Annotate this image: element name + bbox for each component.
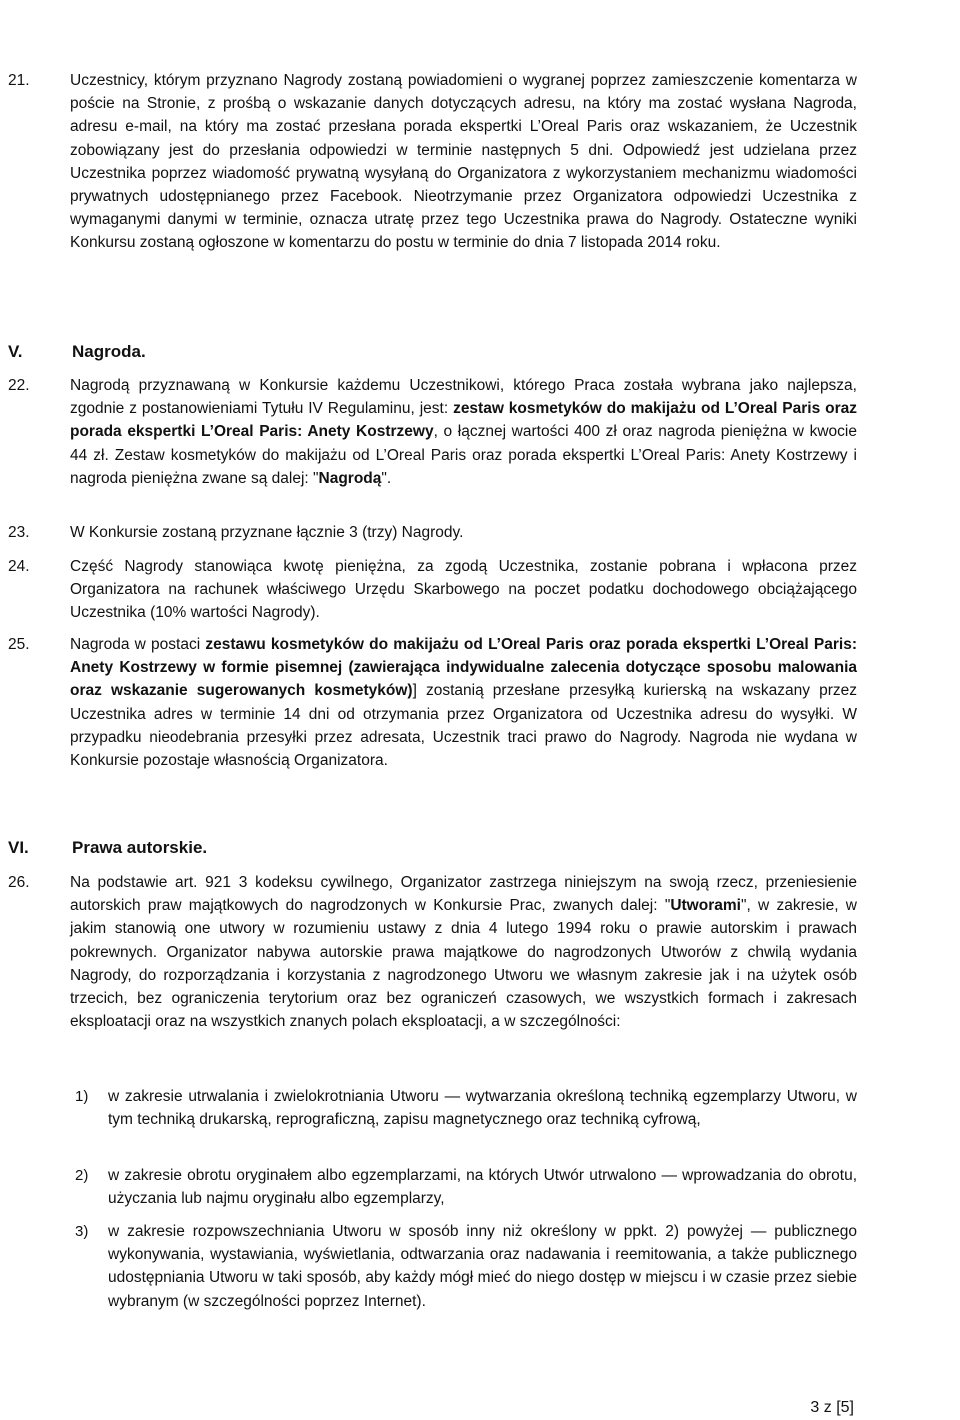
paragraph-text (70, 374, 857, 490)
paragraph-number: 25. (8, 636, 30, 653)
page-number: 3 z [5] (810, 1399, 854, 1416)
text-segment: Nagrodą przyznawaną w Konkursie każdemu Uczestnikowi, którego Praca została wybrana jako najlepsza, zgodnie z postanowieniami Tytułu IV Regulaminu, jest: (70, 377, 857, 418)
list-item-text: w zakresie obrotu oryginałem albo egzemplarzami, na których Utwór utrwalono — wprowadzania do obrotu, użyczania lub najmu oryginału albo egzemplarzy, (108, 1167, 857, 1208)
paragraph-text (70, 633, 857, 772)
paragraph-text (70, 871, 857, 1033)
prize-description: zestawu kosmetyków do makijażu od L’Oreal Paris oraz porada ekspertki L’Oreal Paris: Anety Kostrzewy w formie pisemnej (zawierająca indywidualne zalecenia dotyczące sposobu malowania oraz wskazanie sugerowanych kosmetyków) (70, 636, 857, 700)
section-number: VI. (8, 838, 29, 857)
defined-term: Utworami (670, 897, 741, 915)
text-segment: ", w zakresie, w jakim stanowią one utwory w rozumieniu ustawy z dnia 4 lutego 1994 roku o prawie autorskim i prawach pokrewnych. Organizator nabywa autorskie prawa majątkowe do nagrodzonych Utworów z chwilą wydania Nagrody, do rozporządzania i korzystania z nagrodzonego Utworu we własnym zakresie jak i na użytek osób trzecich, bez ograniczenia terytorium oraz bez ograniczeń czasowych, we wszystkich formach i zakresach eksploatacji oraz na wszystkich znanych polach eksploatacji, a w szczególności: (70, 897, 857, 1031)
text-segment: Na podstawie art. 921 3 kodeksu cywilnego, Organizator zastrzega niniejszym na swoją rzecz, przeniesienie autorskich praw majątkowych do nagrodzonych w Konkursie Prac, zwanych dalej: " (70, 874, 857, 915)
text-segment: ] zostanią przesłane przesyłką kurierską na wskazany przez Uczestnika adres w terminie 14 dni od otrzymania przez Organizatora od Uczestnika adresu do wysyłki. W przypadku nieodebrania przesyłki przez adresata, Uczestnik traci prawo do Nagrody. Nagroda nie wydana w Konkursie pozostaje własnością Organizatora. (70, 682, 857, 770)
section-title: Prawa autorskie. (72, 838, 208, 857)
list-item-text: w zakresie utrwalania i zwielokrotniania Utworu — wytwarzania określoną techniką egzemplarzy Utworu, w tym techniką drukarską, reprograficzną, zapisu magnetycznego oraz techniką cyfrową, (108, 1088, 857, 1129)
paragraph-text: W Konkursie zostaną przyznane łącznie 3 (trzy) Nagrody. (70, 524, 464, 541)
list-item-text: w zakresie rozpowszechniania Utworu w sposób inny niż określony w ppkt. 2) powyżej — publicznego wykonywania, wystawiania, wyświetlania, odtwarzania oraz nadawania i reemitowania, a także publicznego udostępniania Utworu w taki sposób, aby każdy mógł mieć do niego dostęp w miejscu i w czasie przez siebie wybranym (w szczególności poprzez Internet). (108, 1223, 857, 1310)
list-item-number: 2) (75, 1167, 89, 1184)
defined-term: Nagrodą (318, 469, 382, 487)
text-segment: Nagroda w postaci (70, 636, 206, 653)
section-title: Nagroda. (72, 342, 146, 361)
prize-description: zestaw kosmetyków do makijażu od L’Oreal Paris oraz porada ekspertki L’Oreal Paris: Anety Kostrzewy (70, 400, 858, 441)
text-segment: , o łącznej wartości 400 zł oraz nagroda pieniężna w kwocie 44 zł. Zestaw kosmetyków do makijażu od L’Oreal Paris oraz porada ekspertki L’Oreal Paris: Anety Kostrzewy i nagroda pieniężna zwane są dalej: " (70, 423, 857, 487)
paragraph-number: 26. (8, 874, 30, 891)
paragraph-number: 21. (8, 72, 30, 89)
paragraph-text: Uczestnicy, którym przyznano Nagrody zostaną powiadomieni o wygranej poprzez zamieszczenie komentarza w poście na Stronie, z prośbą o wskazanie danych dotyczących adresu, na który ma zostać wysłana Nagroda, adresu e-mail, na który ma zostać przesłana porada ekspertki L’Oreal Paris oraz wskazaniem, że Uczestnik zobowiązany jest do przesłania odpowiedzi w terminie następnych 5 dni. Odpowiedź jest udzielana przez Uczestnika poprzez wiadomość prywatną wysyłaną do Organizatora z wykorzystaniem mechanizmu wiadomości prywatnych udostępnianego przez Facebook. Nieotrzymanie przez Organizatora odpowiedzi Uczestnika z wymaganymi danymi w terminie, oznacza utratę przez tego Uczestnika prawa do Nagrody. Ostateczne wyniki Konkursu zostaną ogłoszone w komentarzu do postu w terminie do dnia 7 listopada 2014 roku. (70, 72, 857, 252)
list-item-number: 3) (75, 1223, 89, 1240)
paragraph-number: 24. (8, 558, 30, 575)
paragraph-number: 22. (8, 377, 30, 394)
text-segment: ". (381, 469, 392, 487)
paragraph-text: Część Nagrody stanowiąca kwotę pieniężna, za zgodą Uczestnika, zostanie pobrana i wpłacona przez Organizatora na rachunek właściwego Urzędu Skarbowego na poczet podatku dochodowego obciążającego Uczestnika (10% wartości Nagrody). (70, 558, 857, 622)
list-item-number: 1) (75, 1088, 89, 1105)
paragraph-number: 23. (8, 524, 30, 541)
section-number: V. (8, 342, 23, 361)
